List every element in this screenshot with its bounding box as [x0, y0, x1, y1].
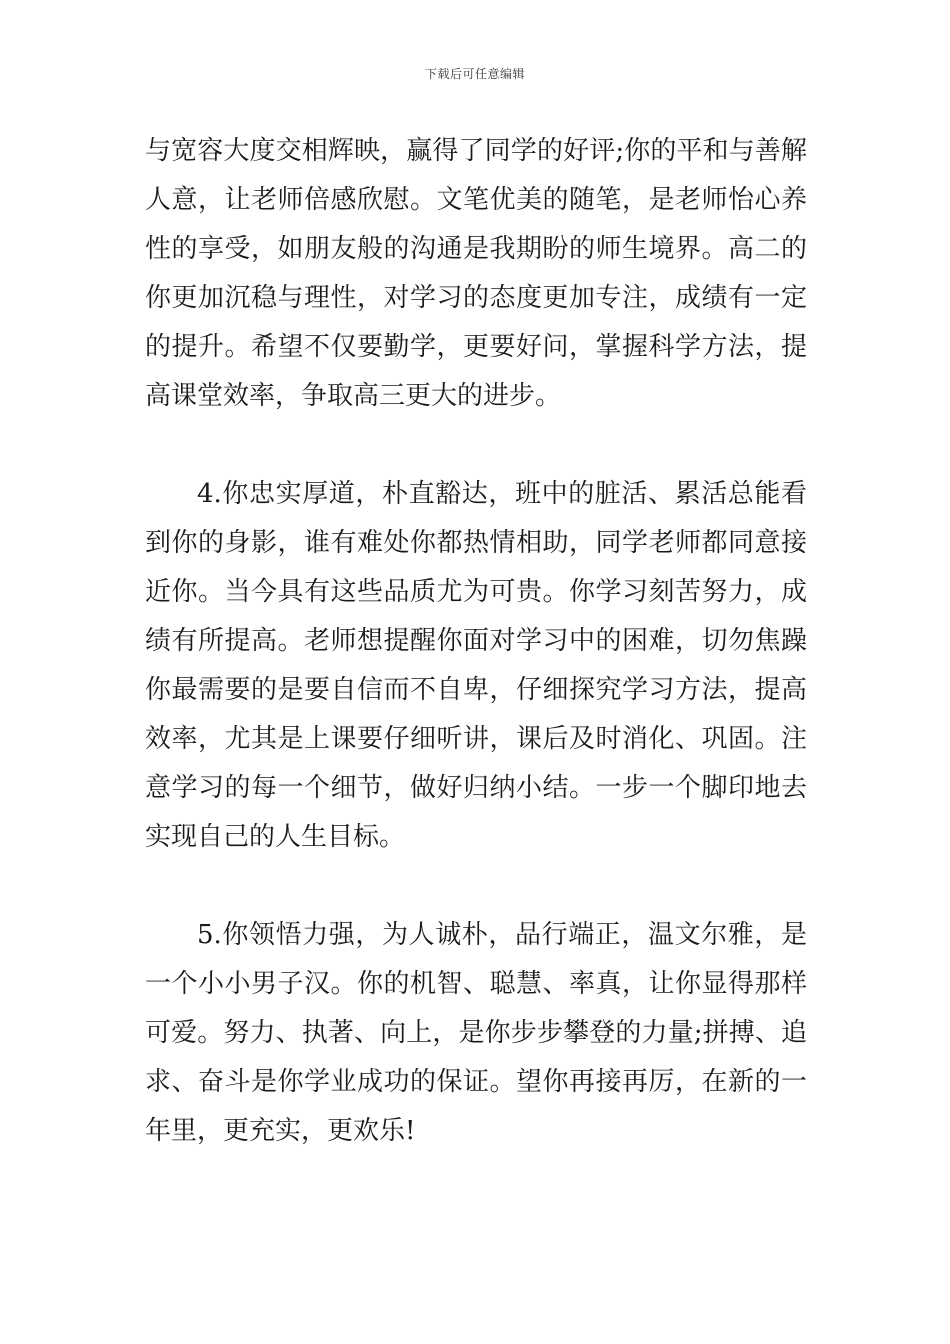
paragraph-4	[145, 470, 807, 862]
paragraph-spacer	[145, 421, 807, 470]
text-line: 4.你忠实厚道，朴直豁达，班中的脏活、累活总能看	[197, 479, 807, 509]
text-line: 性的享受，如朋友般的沟通是我期盼的师生境界。高二的	[145, 234, 807, 264]
document-body	[145, 127, 807, 1156]
text-line: 实现自己的人生目标。	[145, 822, 406, 852]
text-line: 意学习的每一个细节，做好归纳小结。一步一个脚印地去	[145, 773, 807, 803]
text-line: 人意，让老师倍感欣慰。文笔优美的随笔，是老师怡心养	[145, 185, 807, 215]
text-line: 求、奋斗是你学业成功的保证。望你再接再厉，在新的一	[145, 1067, 807, 1097]
text-line: 近你。当今具有这些品质尤为可贵。你学习刻苦努力，成	[145, 577, 807, 607]
text-line: 绩有所提高。老师想提醒你面对学习中的困难，切勿焦躁	[145, 626, 807, 656]
text-line: 高课堂效率，争取高三更大的进步。	[145, 381, 562, 411]
text-line: 与宽容大度交相辉映，赢得了同学的好评;你的平和与善解	[145, 136, 807, 166]
text-line: 你更加沉稳与理性，对学习的态度更加专注，成绩有一定	[145, 283, 807, 313]
text-line: 的提升。希望不仅要勤学，更要好问，掌握科学方法，提	[145, 332, 807, 362]
text-line: 5.你领悟力强，为人诚朴，品行端正，温文尔雅，是	[197, 920, 807, 950]
text-line: 年里，更充实，更欢乐!	[145, 1116, 416, 1146]
text-line: 可爱。努力、执著、向上，是你步步攀登的力量;拼搏、追	[145, 1018, 807, 1048]
paragraph-5	[145, 911, 807, 1156]
text-line: 到你的身影，谁有难处你都热情相助，同学老师都同意接	[145, 528, 807, 558]
page-header: 下载后可任意编辑	[424, 67, 525, 81]
text-line: 一个小小男子汉。你的机智、聪慧、率真，让你显得那样	[145, 969, 807, 999]
paragraph-3-continued	[145, 127, 807, 421]
text-line: 你最需要的是要自信而不自卑，仔细探究学习方法，提高	[145, 675, 807, 705]
paragraph-spacer	[145, 862, 807, 911]
text-line: 效率，尤其是上课要仔细听讲，课后及时消化、巩固。注	[145, 724, 807, 754]
